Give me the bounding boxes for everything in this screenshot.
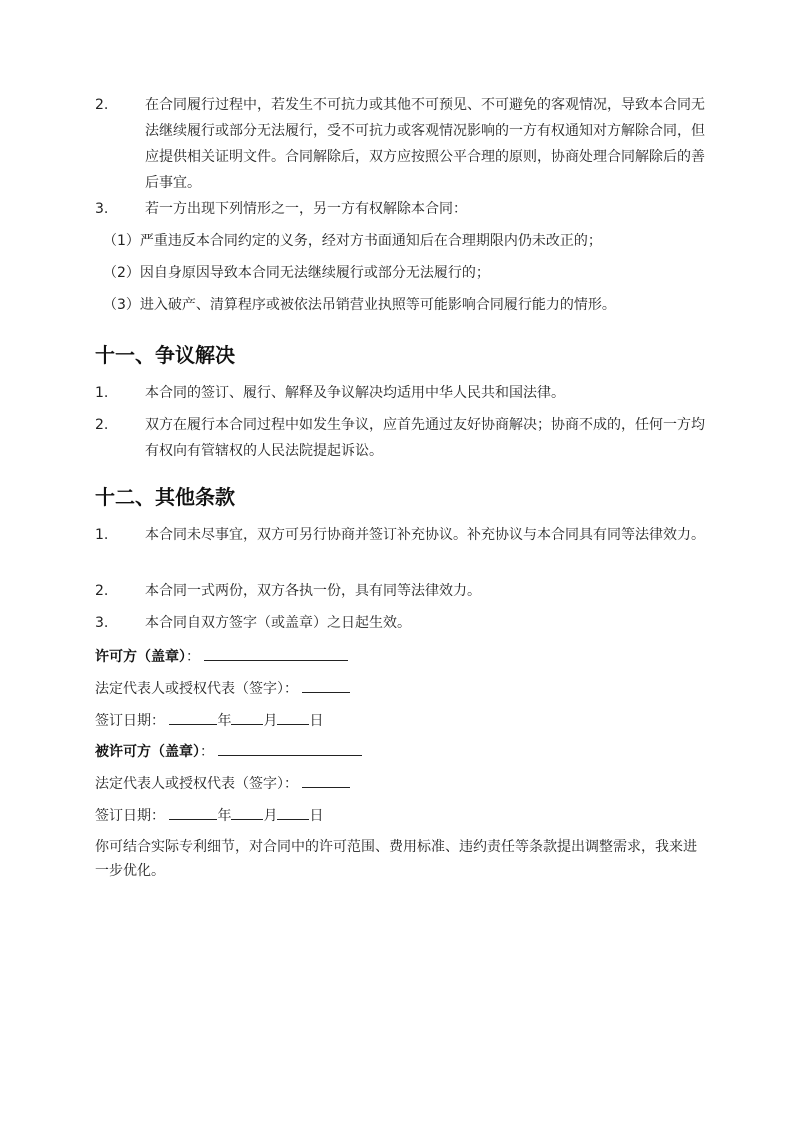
licensor-seal-blank[interactable] <box>204 646 348 661</box>
clause-termination-2 <box>95 92 705 196</box>
licensee-label: 被许可方（盖章） <box>95 744 200 760</box>
day-label: 日 <box>309 808 324 824</box>
licensee-date-line <box>95 805 323 826</box>
year-label: 年 <box>217 713 232 729</box>
month-blank[interactable] <box>231 710 263 725</box>
clause-other-2 <box>95 578 705 604</box>
clause-number: 1. <box>95 527 109 543</box>
day-label: 日 <box>309 713 324 729</box>
clause-number: 2. <box>95 583 109 599</box>
year-blank[interactable] <box>169 710 217 725</box>
month-label: 月 <box>263 808 278 824</box>
clause-number: 3. <box>95 201 109 217</box>
licensor-rep-blank[interactable] <box>302 678 350 693</box>
year-blank[interactable] <box>169 805 217 820</box>
month-label: 月 <box>263 713 278 729</box>
year-label: 年 <box>217 808 232 824</box>
licensor-rep-line <box>95 678 350 699</box>
day-blank[interactable] <box>277 805 309 820</box>
licensee-seal-blank[interactable] <box>218 741 362 756</box>
day-blank[interactable] <box>277 710 309 725</box>
clause-text: 本合同的签订、履行、解释及争议解决均适用中华人民共和国法律。 <box>145 385 565 401</box>
clause-text: 本合同未尽事宜，双方可另行协商并签订补充协议。补充协议与本合同具有同等法律效力。 <box>145 527 705 543</box>
sub-item: （3）进入破产、清算程序或被依法吊销营业执照等可能影响合同履行能力的情形。 <box>103 297 616 313</box>
clause-number: 3. <box>95 615 109 631</box>
clause-number: 1. <box>95 385 109 401</box>
clause-dispute-1 <box>95 380 705 406</box>
licensee-rep-line <box>95 773 350 794</box>
rep-label: 法定代表人或授权代表（签字）： <box>95 681 298 697</box>
clause-dispute-2 <box>95 412 705 464</box>
date-label: 签订日期： <box>95 808 165 824</box>
clause-other-1 <box>95 522 705 548</box>
colon: ： <box>200 744 214 760</box>
licensor-label: 许可方（盖章） <box>95 649 186 665</box>
clause-text: 本合同自双方签字（或盖章）之日起生效。 <box>145 615 411 631</box>
licensee-seal-line <box>95 741 362 762</box>
clause-text: 若一方出现下列情形之一，另一方有权解除本合同： <box>145 201 467 217</box>
closing-note: 你可结合实际专利细节，对合同中的许可范围、费用标准、违约责任等条款提出调整需求，我来进一步优化。 <box>95 839 697 879</box>
clause-other-3 <box>95 610 705 636</box>
clause-text: 在合同履行过程中，若发生不可抗力或其他不可预见、不可避免的客观情况，导致本合同无法继续履行或部分无法履行，受不可抗力或客观情况影响的一方有权通知对方解除合同，但应提供相关证明文件。合同解除后，双方应按照公平合理的原则，协商处理合同解除后的善后事宜。 <box>145 97 705 191</box>
licensor-seal-line <box>95 646 348 667</box>
clause-text: 本合同一式两份，双方各执一份，具有同等法律效力。 <box>145 583 481 599</box>
section-heading-dispute: 十一、争议解决 <box>95 343 235 367</box>
sub-item: （2）因自身原因导致本合同无法继续履行或部分无法履行的； <box>103 265 490 281</box>
colon: ： <box>186 649 200 665</box>
date-label: 签订日期： <box>95 713 165 729</box>
clause-text: 双方在履行本合同过程中如发生争议，应首先通过友好协商解决；协商不成的，任何一方均有权向有管辖权的人民法院提起诉讼。 <box>145 417 705 459</box>
section-heading-other: 十二、其他条款 <box>95 485 235 509</box>
rep-label: 法定代表人或授权代表（签字）： <box>95 776 298 792</box>
sub-item: （1）严重违反本合同约定的义务，经对方书面通知后在合理期限内仍未改正的； <box>103 233 602 249</box>
clause-termination-3 <box>95 196 705 222</box>
clause-number: 2. <box>95 97 109 113</box>
clause-number: 2. <box>95 417 109 433</box>
licensee-rep-blank[interactable] <box>302 773 350 788</box>
licensor-date-line <box>95 710 323 731</box>
month-blank[interactable] <box>231 805 263 820</box>
